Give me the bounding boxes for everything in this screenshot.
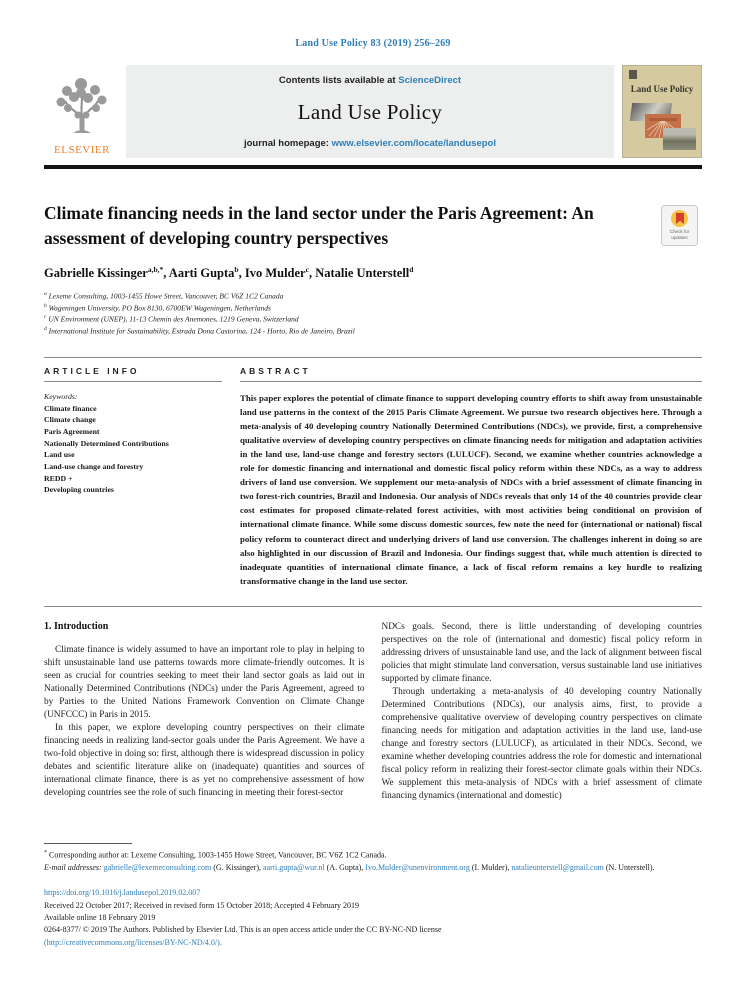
keyword: REDD + [44, 473, 73, 483]
email-link[interactable]: Ivo.Mulder@unenvironment.org [365, 862, 470, 872]
author: Natalie Unterstell$^d$ [315, 264, 414, 280]
corresponding-author-note: * Corresponding author at: Lexeme Consulting, 1003-1455 Howe Street, Vancouver, BC V6Z 1C2 Canada. [44, 850, 387, 860]
affiliation: $^c$ UN Environment (UNEP), 11-13 Chemin des Anemones, 1219 Geneva, Switzerland [44, 314, 299, 324]
received-line: Received 22 October 2017; Received in revised form 15 October 2018; Accepted 4 February 2019 [44, 900, 360, 910]
journal-homepage-link[interactable]: www.elsevier.com/locate/landusepol [331, 138, 496, 149]
cover-landscape-image [663, 128, 696, 150]
body-paragraph: In this paper, we explore developing country perspectives on their climate financing needs in realizing land-sector goals under the Paris Agreement. We have a two-fold objective in doing so: first, although there is widespread discussion in policy debates and scientific literature alike on (inadequate) quantities and sources of international climate finance, there is as yet no comprehensive assessment of how developing countries see the role of such financing in meeting their forest-sector [44, 722, 365, 798]
abstract-heading: ABSTRACT [240, 366, 702, 382]
journal-header [44, 65, 702, 158]
author: Aarti Gupta$^b$, [168, 264, 245, 280]
affiliation: $^b$ Wageningen University, PO Box 8130, 6700EW Wageningen, Netherlands [44, 302, 271, 313]
keyword: Climate change [44, 415, 96, 425]
keyword: Land use [44, 450, 75, 460]
check-updates-label: Check for updates [669, 229, 690, 240]
keyword: Nationally Determined Contributions [44, 438, 169, 448]
journal-title: Land Use Policy [297, 99, 443, 124]
cover-publisher-mark-icon [629, 70, 637, 79]
check-updates-circle-icon [671, 210, 688, 227]
email-link[interactable]: natalieunterstell@gmail.com [511, 862, 604, 872]
affiliation-list [44, 290, 702, 337]
author: Gabrielle Kissinger$^{a,b,*}$, [44, 264, 169, 280]
keyword: Land-use change and forestry [44, 462, 144, 472]
abstract-column [240, 366, 702, 588]
journal-citation: Land Use Policy 83 (2019) 256–269 [295, 38, 451, 49]
available-online-line: Available online 18 February 2019 [44, 913, 156, 923]
info-abstract-section [44, 357, 702, 607]
license-link[interactable]: (http://creativecommons.org/licenses/BY-NC-ND/4.0/). [44, 937, 222, 947]
article-info-column [44, 366, 240, 588]
body-paragraph: Through undertaking a meta-analysis of 40 developing country Nationally Determined Contributions (NDCs), our analysis aims, first, to provide a comprehensive qualitative overview of developing country perspectives on climate financing needs for mitigation and adaptation activities in the land use, land-use change and forestry sectors (LULUCF), as articulated in their NDCs. Second, we examine whether developing countries address the role for domestic and international fiscal policy reform in realizing their forest-sector climate goals within their NDCs. We supplement this meta-analysis of NDCs with a brief assessment of climate financing dynamics (international and domestic) [381, 686, 702, 801]
keywords-block [44, 391, 222, 496]
keyword: Paris Agreement [44, 426, 100, 436]
journal-masthead [126, 65, 614, 158]
check-for-updates-badge[interactable] [661, 205, 698, 246]
homepage-line [134, 138, 606, 149]
author: Ivo Mulder$^c$, [244, 264, 316, 280]
body-right-column [382, 621, 703, 803]
journal-cover [622, 65, 702, 158]
doi-line [44, 888, 702, 897]
contents-line [134, 75, 606, 86]
article-info-heading: ARTICLE INFO [44, 366, 222, 382]
body-paragraph: Climate finance is widely assumed to have an important role to play in helping to shift unsustainable land use patterns towards more climate-friendly outcomes. It is seen as crucial for countries seeking to meet their land sector goals as laid out in Nationally Determined Contributions (NDCs) under the Paris Agreement, agreed to by Parties to the United Nations Framework Convention on Climate Change (UNFCCC) in Paris in 2015. [44, 644, 365, 720]
bookmark-icon [676, 213, 684, 224]
email-label: E-mail addresses: [44, 862, 104, 872]
footnote-divider [44, 843, 132, 844]
keywords-label: Keywords: [44, 391, 78, 401]
email-link[interactable]: aarti.gupta@wur.nl [263, 862, 325, 872]
doi-link[interactable]: https://doi.org/10.1016/j.landusepol.2019.02.007 [44, 887, 201, 897]
journal-cover-thumbnail[interactable] [622, 65, 702, 158]
cover-title: Land Use Policy [630, 84, 694, 94]
body-columns [44, 621, 702, 803]
article-history [44, 900, 702, 950]
elsevier-logo [44, 65, 120, 158]
page-footer [44, 843, 702, 949]
body-left-column [44, 621, 365, 803]
affiliation: $^d$ International Institute for Sustainability, Estrada Dona Castorina, 124 - Horto, Rio de Janeiro, Brazil [44, 326, 355, 336]
contents-prefix: Contents lists available at [278, 75, 399, 86]
section-heading-introduction: 1. Introduction [44, 620, 109, 632]
copyright-line: 0264-8377/ © 2019 The Authors. Published by Elsevier Ltd. This is an open access article under the CC BY-NC-ND license [44, 925, 442, 935]
license-link-line [44, 937, 702, 949]
article-title: Climate financing needs in the land sector under the Paris Agreement: An assessment of developing country perspectives [44, 203, 594, 249]
sciencedirect-link[interactable]: ScienceDirect [398, 75, 462, 86]
keyword: Developing countries [44, 485, 114, 495]
body-paragraph: NDCs goals. Second, there is little understanding of developing countries perspectives on the role of (international and domestic) fiscal policy reform in addressing drivers of unsustainable land use, and the lack of alignment between fiscal policies that might stimulate land conversation, versus sustainable land use initiatives supported by climate finance. [381, 621, 702, 684]
email-link[interactable]: gabrielle@lexemeconsulting.com [103, 862, 212, 872]
footnote-star: * [44, 850, 47, 856]
keyword: Climate finance [44, 403, 97, 413]
author-list [44, 265, 702, 281]
homepage-label: journal homepage: [243, 138, 332, 149]
header-divider [44, 165, 702, 169]
affiliation: $^a$ Lexeme Consulting, 1003-1455 Howe Street, Vancouver, BC V6Z 1C2 Canada [44, 290, 284, 301]
email-addresses-line: E-mail addresses: gabrielle@lexemeconsulting.com (G. Kissinger), aarti.gupta@wur.nl (A. Gupta), Ivo.Mulder@unenvironment.org (I. Mulder), natalieunterstell@gmail.com (N. Unterstell). [44, 862, 655, 872]
elsevier-tree-icon [53, 75, 111, 142]
abstract-text: This paper explores the potential of climate finance to support developing country efforts to shift away from unsustainable land use patterns in the context of the 2015 Paris Climate Agreement. We pursue two research objectives here. Through a meta-analysis of 40 developing country Nationally Determined Contributions (NDCs), we provide, first, a comprehensive qualitative overview of developing country perspectives on climate financing needs for mitigation and adaptation activities in the land use, land-use change and forestry sectors (LULUCF). Second, we examine whether countries acknowledge a role for domestic financing and international and domestic fiscal policy reform within these NDCs, as a way to address drivers of land use conversion. We supplement our meta-analysis of NDCs with a brief assessment of climate financing in two forest-rich countries, Brazil and Indonesia. Our analysis of NDCs reveals that only 14 of the 40 countries provide clear cost estimates for proposed climate-related forest activities, with most activities being conditional on provision of international climate finance. While some discuss domestic sources, few note the need for (international or national) fiscal policy reform to counteract direct and underlying drivers of land use conversion. The challenges inherent in doing so are also highlighted in our discussion of Brazil and Indonesia. Our findings suggest that, while much attention is directed to inadequate quantities of international climate finance, a lack of fiscal reform remains a key hurdle to realizing transformative change in the land use sector. [240, 392, 702, 586]
elsevier-wordmark: ELSEVIER [54, 144, 110, 156]
